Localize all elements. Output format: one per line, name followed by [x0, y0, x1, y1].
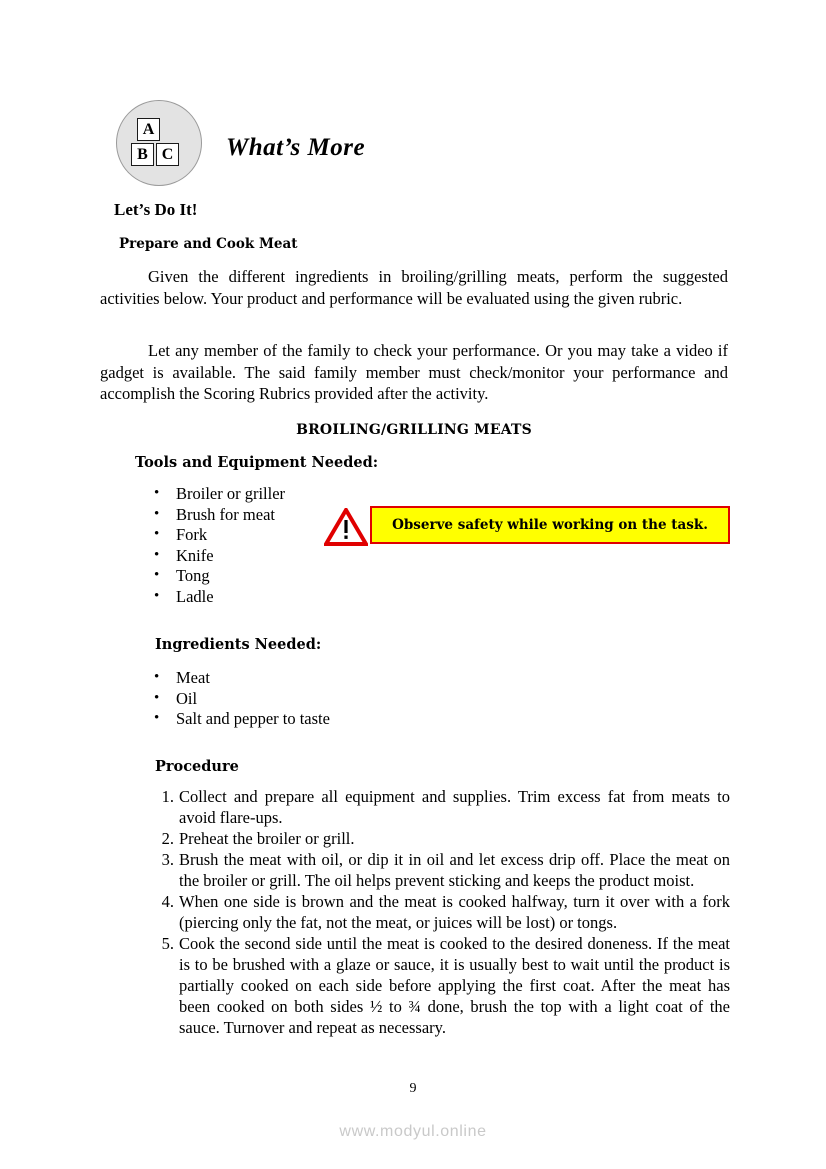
list-item: • Salt and pepper to taste — [120, 709, 480, 730]
safety-message-box — [370, 506, 730, 544]
ingredients-heading: Ingredients Needed: — [155, 636, 322, 653]
step-text: When one side is brown and the meat is cooked halfway, turn it over with a fork (piercing only the fat, not the meat, or juices will be lost) or tongs. — [179, 892, 730, 932]
list-item — [152, 786, 730, 828]
step-text: Brush the meat with oil, or dip it in oil and let excess drip off. Place the meat on the broiler or grill. The oil helps prevent sticking and keeps the product moist. — [179, 850, 730, 890]
warning-triangle-icon — [324, 508, 368, 546]
step-number: 1. — [161, 787, 174, 806]
watermark: www.modyul.online — [339, 1123, 487, 1140]
list-item: • Meat — [120, 668, 480, 689]
step-number: 3. — [161, 850, 174, 869]
intro-paragraph-2 — [100, 340, 728, 405]
step-text: Collect and prepare all equipment and supplies. Trim excess fat from meats to avoid flare-ups. — [179, 787, 730, 827]
ingredients-list — [120, 668, 480, 730]
intro-paragraph-1-text: Given the different ingredients in broiling/grilling meats, perform the suggested activities below. Your product and performance will be evaluated using the given rubric. — [100, 267, 728, 308]
safety-message-text: Observe safety while working on the task. — [392, 517, 708, 533]
list-item — [152, 933, 730, 1038]
abc-block-c: C — [156, 143, 179, 166]
abc-blocks-icon — [116, 100, 202, 186]
page-title: What’s More — [226, 134, 366, 161]
list-item: • Brush for meat — [120, 505, 420, 526]
intro-paragraph-1 — [100, 266, 728, 309]
step-number: 2. — [161, 829, 174, 848]
step-number: 4. — [161, 892, 174, 911]
list-item: • Ladle — [120, 587, 420, 608]
activity-title: BROILING/GRILLING MEATS — [296, 422, 532, 438]
procedure-heading: Procedure — [155, 758, 239, 775]
activity-label: Prepare and Cook Meat — [119, 236, 298, 252]
step-text: Cook the second side until the meat is cooked to the desired doneness. If the meat is to be brushed with a glaze or sauce, it is usually best to wait until the product is partially cooked on each side before applying the first coat. After the meat has been cooked on both sides ½ to ¾ done, brush the top with a light coat of the sauce. Turnover and repeat as necessary. — [179, 934, 730, 1037]
abc-block-b: B — [131, 143, 154, 166]
intro-paragraph-2-text: Let any member of the family to check your performance. Or you may take a video if gadget is available. The said family member must check/monitor your performance and accomplish the Scoring Rubrics provided after the activity. — [100, 341, 728, 403]
list-item: • Fork — [120, 525, 420, 546]
list-item — [152, 891, 730, 933]
step-text: Preheat the broiler or grill. — [179, 829, 355, 848]
abc-blocks-grid — [131, 118, 189, 170]
section-header — [100, 100, 740, 192]
list-item: • Knife — [120, 546, 420, 567]
safety-callout — [324, 506, 730, 546]
subsection-title: Let’s Do It! — [114, 200, 198, 219]
step-number: 5. — [161, 934, 174, 953]
list-item — [152, 828, 730, 849]
list-item — [152, 849, 730, 891]
page-number: 9 — [409, 1081, 417, 1096]
tools-heading: Tools and Equipment Needed: — [135, 454, 379, 471]
procedure-list — [152, 786, 730, 1038]
abc-block-a: A — [137, 118, 160, 141]
list-item: • Tong — [120, 566, 420, 587]
list-item: • Broiler or griller — [120, 484, 420, 505]
list-item: • Oil — [120, 689, 480, 710]
